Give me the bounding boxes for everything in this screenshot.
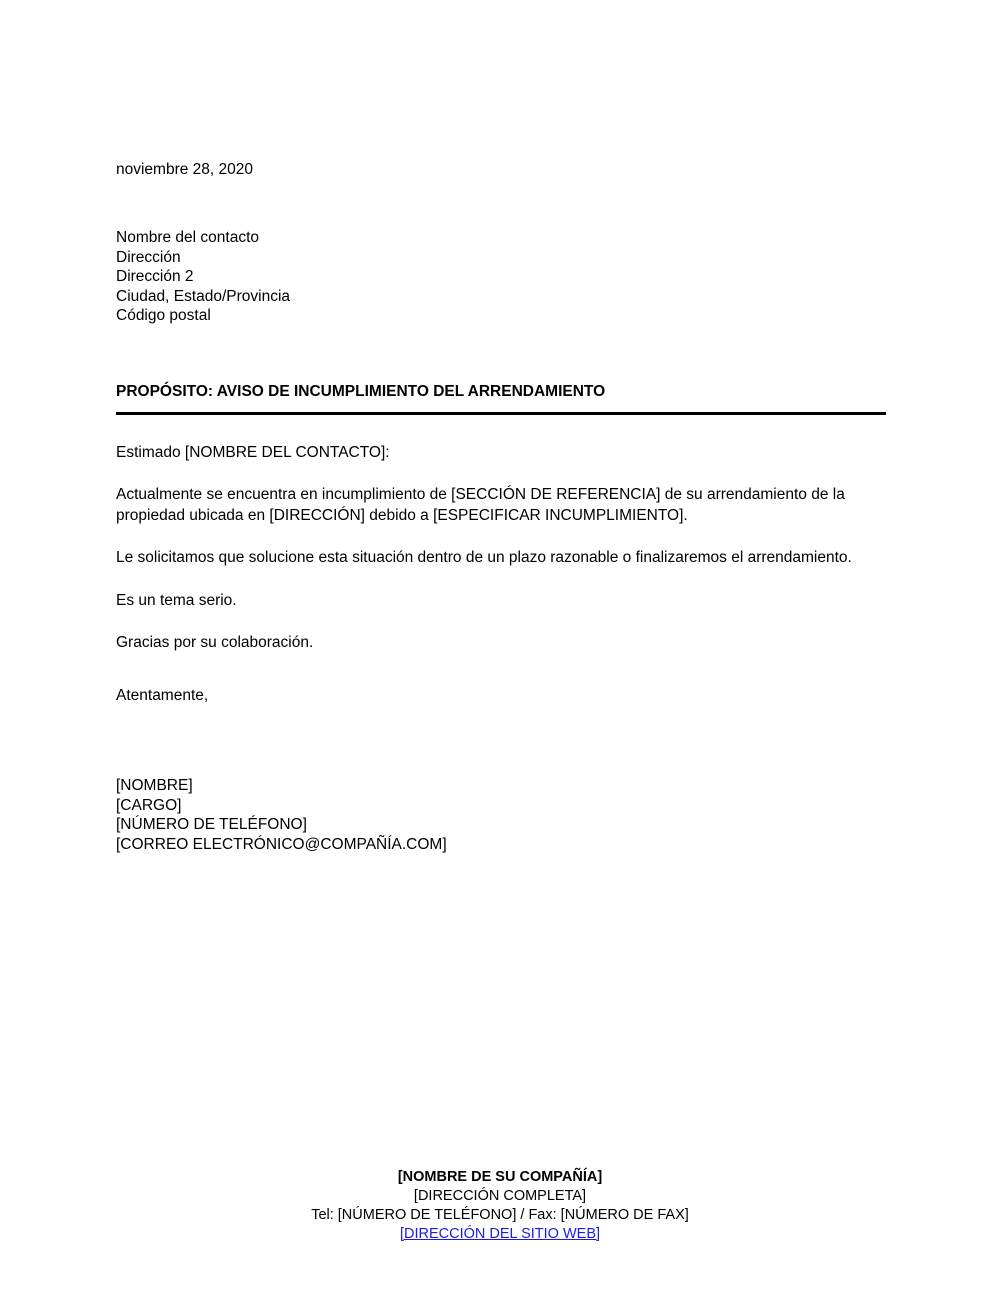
- website-link-text[interactable]: [DIRECCIÓN DEL SITIO WEB]: [399, 1226, 601, 1242]
- recipient-line: Dirección: [116, 248, 181, 266]
- horizontal-rule: [116, 412, 886, 415]
- footer-company-name: [NOMBRE DE SU COMPAÑÍA]: [397, 1169, 603, 1185]
- letter-body: [116, 160, 886, 854]
- recipient-address-block: [116, 228, 886, 326]
- signature-line: [CORREO ELECTRÓNICO@COMPAÑÍA.COM]: [116, 835, 447, 853]
- salutation: Estimado [NOMBRE DEL CONTACTO]:: [116, 443, 390, 461]
- footer-phone-fax: Tel: [NÚMERO DE TELÉFONO] / Fax: [NÚMERO DE FAX]: [311, 1207, 689, 1223]
- body-paragraph: Actualmente se encuentra en incumplimiento de [SECCIÓN DE REFERENCIA] de su arrendamiento de la propiedad ubicada en [DIRECCIÓN] debido a [ESPECIFICAR INCUMPLIMIENTO].: [116, 486, 845, 524]
- recipient-line: Dirección 2: [116, 268, 194, 285]
- footer-website-link[interactable]: [0, 1225, 1000, 1244]
- recipient-line: Código postal: [116, 307, 211, 324]
- body-paragraph: Le solicitamos que solucione esta situación dentro de un plazo razonable o finalizaremos el arrendamiento.: [116, 549, 852, 566]
- footer-address: [DIRECCIÓN COMPLETA]: [413, 1188, 587, 1204]
- body-paragraph: Gracias por su colaboración.: [116, 634, 314, 651]
- recipient-line: Ciudad, Estado/Provincia: [116, 287, 291, 305]
- closing-line: Atentamente,: [116, 686, 209, 704]
- recipient-line: Nombre del contacto: [116, 229, 260, 246]
- subject-line: PROPÓSITO: AVISO DE INCUMPLIMIENTO DEL ARRENDAMIENTO: [116, 382, 606, 400]
- signature-block: [116, 776, 886, 854]
- spacer: [116, 326, 886, 382]
- letter-date: noviembre 28, 2020: [116, 161, 254, 178]
- body-paragraph: Es un tema serio.: [116, 591, 237, 609]
- signature-line: [NOMBRE]: [116, 777, 193, 794]
- signature-line: [CARGO]: [116, 796, 182, 814]
- signature-line: [NÚMERO DE TELÉFONO]: [116, 816, 307, 833]
- page-footer: [0, 1168, 1000, 1244]
- spacer: [116, 180, 886, 228]
